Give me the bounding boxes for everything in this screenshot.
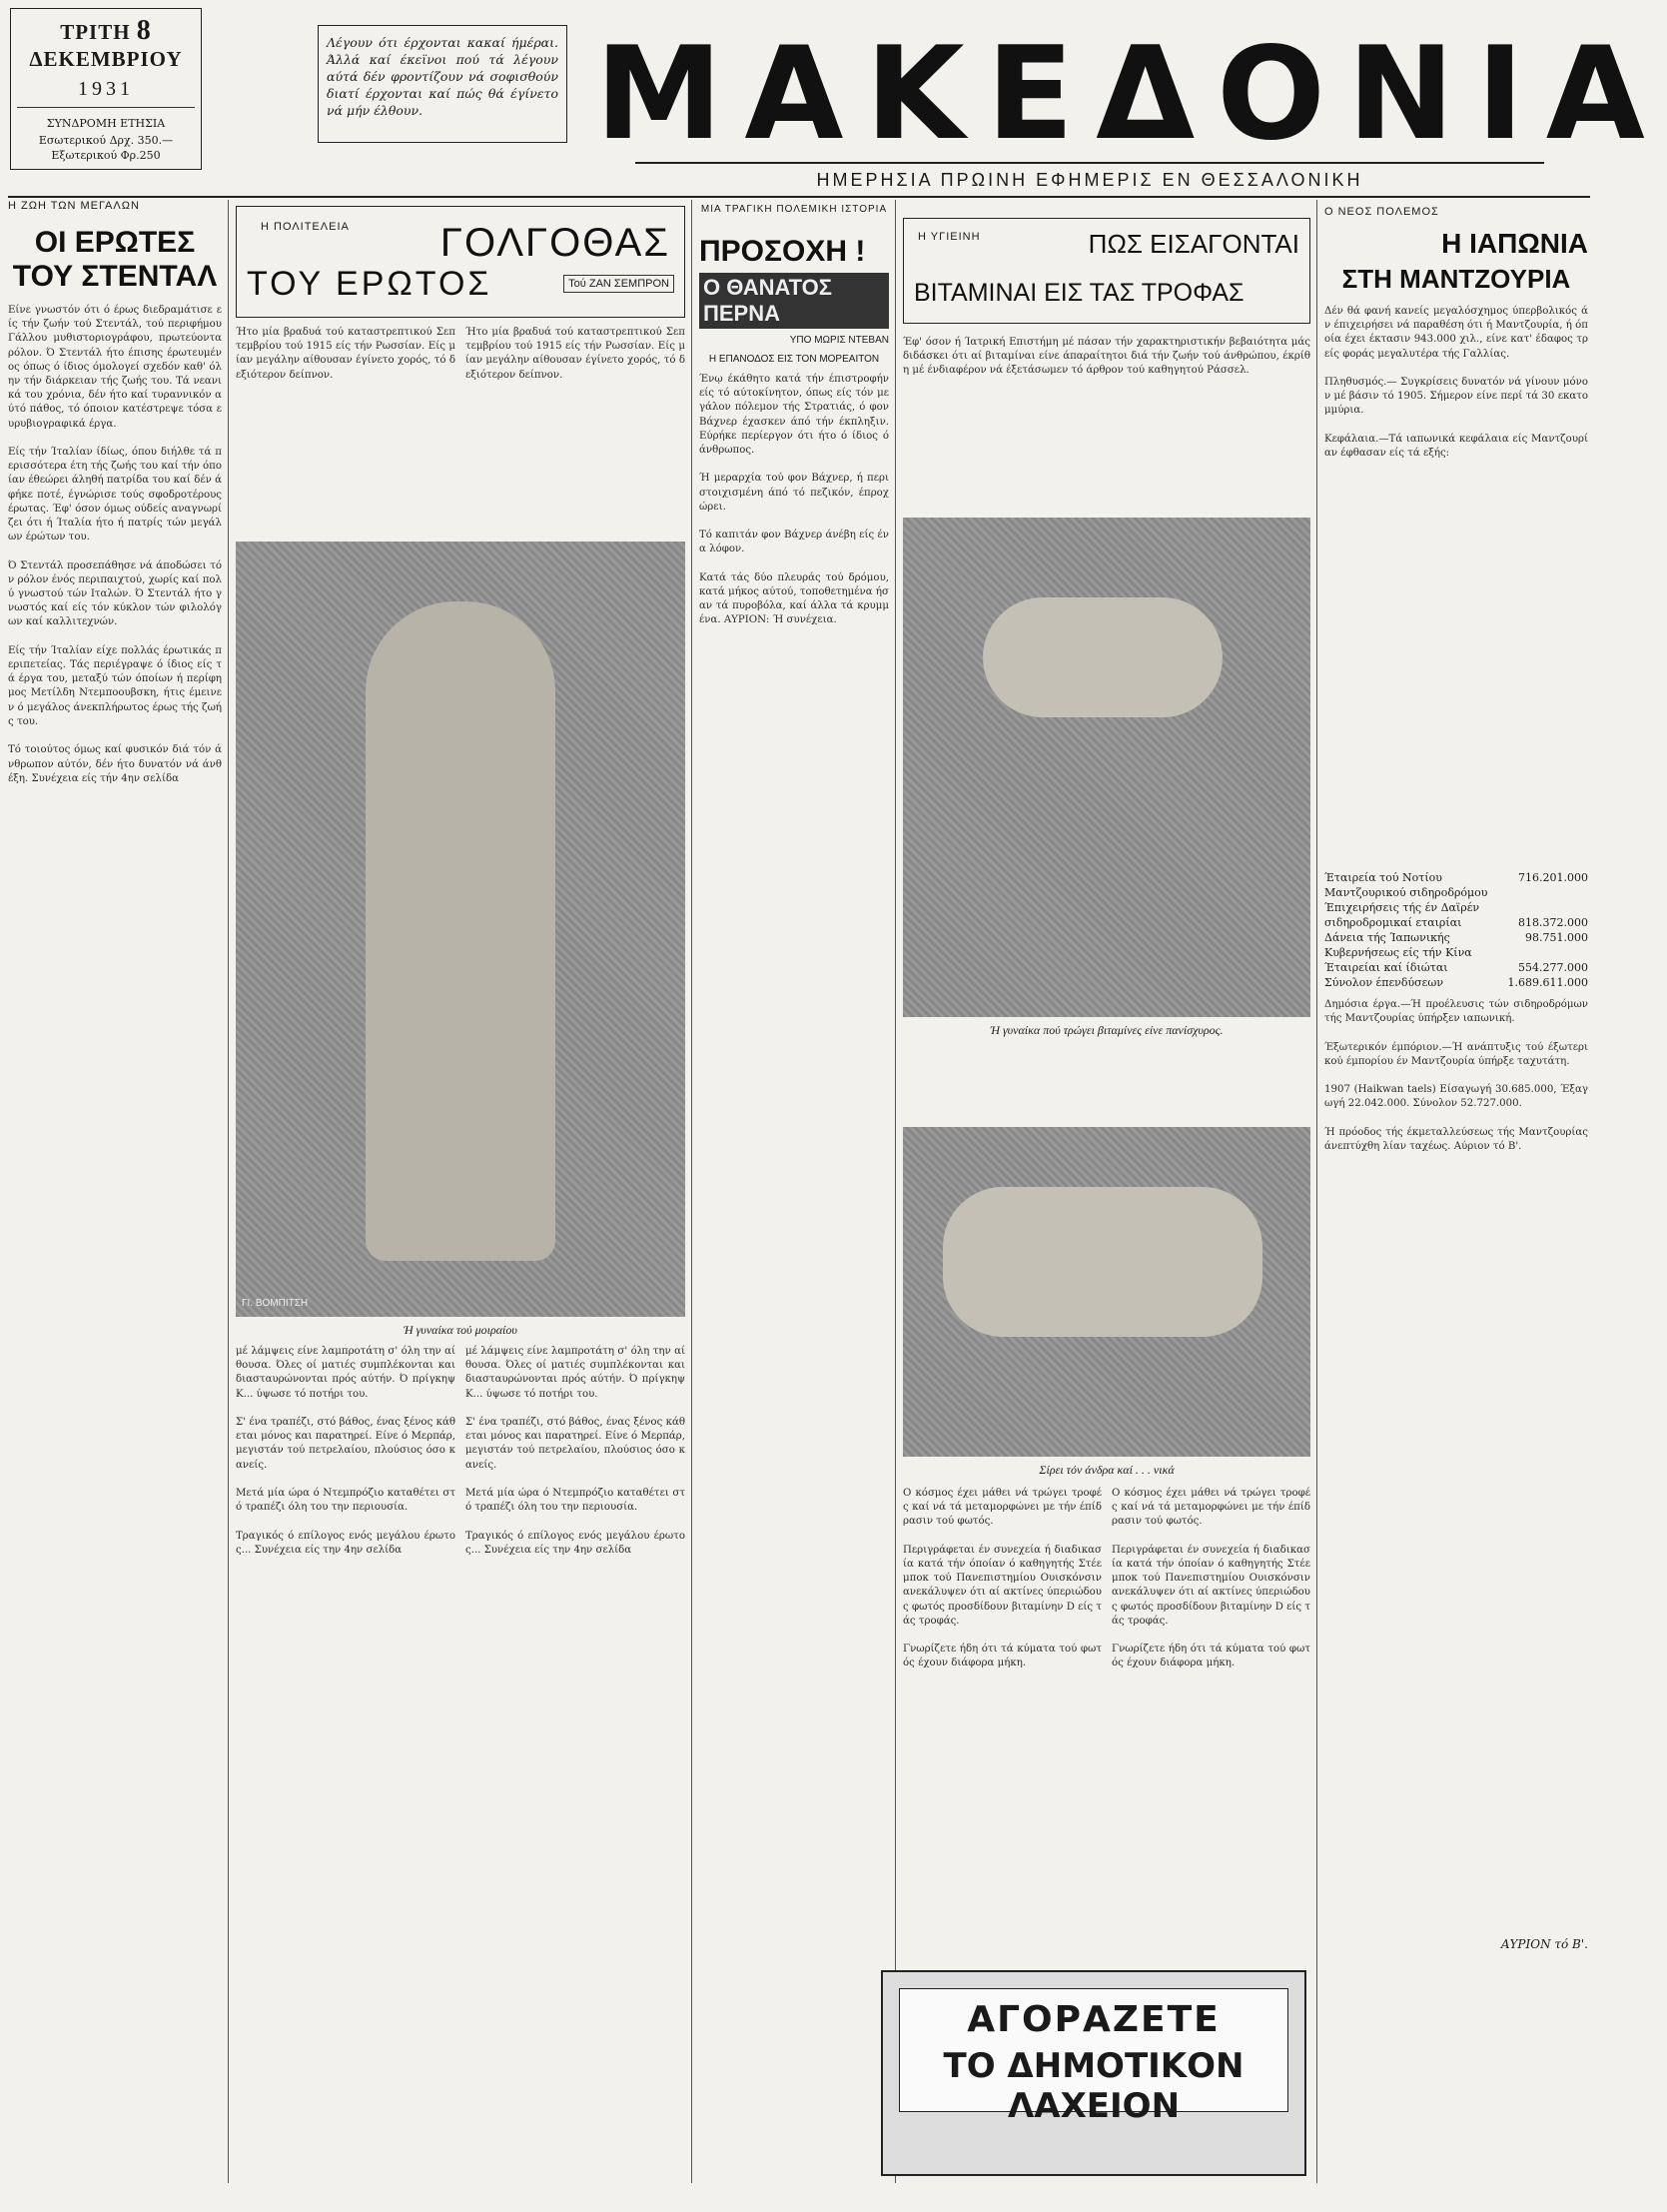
year: 1931	[78, 78, 134, 100]
closing-line: ΑΥΡΙΟΝ τό Β'.	[1500, 1937, 1588, 1951]
table-row	[1324, 915, 1588, 930]
newspaper-subtitle: ΗΜΕΡΗΣΙΑ ΠΡΩΙΝΗ ΕΦΗΜΕΡΙΣ ΕΝ ΘΕΣΣΑΛΟΝΙΚΗ	[816, 170, 1363, 190]
article-body-continued: Ο κόσμος έχει μάθει νά τρώγει τροφές καί νά τά μεταμορφώνει με τήν έπίδρασιν τού φωτός. Περιγράφεται έν συνεχεία ή διαδικασία κατά τήν όποίαν ό καθηγητής Στέεμποκ τού Πανεπιστημίου Ουισκόνσιν ανεκάλυψεν ότι αί ακτίνες ύπεριώδους φωτός προσδίδουν βιταμίνην D είς τάς τροφάς. Γνωρίζετε ήδη ότι τά κύματα τού φωτός έχουν διάφορα μήκη.	[1112, 1488, 1310, 1669]
table-row	[1324, 870, 1588, 900]
ad-line-1: ΑΓΟΡΑΖΕΤΕ	[967, 1999, 1221, 2040]
newspaper-title: ΜΑΚΕΔΟΝΙΑ	[595, 20, 1667, 169]
intro-text: Δέν θά φανή κανείς μεγαλόσχημος ύπερβολικός άν έπιχειρήσει νά παραθέση ότι ή Μαντζουρία, ή όποία έχει έκτασιν 943.000 χιλ., είνε κατ' έδαφος τρείς φοράς μεγαλυτέρα τής Γαλλίας. Πληθυσμός.— Συγκρίσεις δυνατόν νά γίνουν μόνον μέ βάσιν τό 1905. Σήμερον είνε περί τά 30 εκατομμύρια. Κεφάλαια.—Τά ιαπωνικά κεφάλαια είς Μαντζουρίαν έφθασαν είς τά εξής:	[1324, 306, 1588, 460]
table-row	[1324, 900, 1588, 915]
article-golgotha	[236, 206, 685, 1556]
byline: ΥΠΟ ΜΩΡΙΣ ΝΤΕΒΑΝ	[789, 335, 889, 346]
kicker: Η ΥΓΙΕΙΝΗ	[918, 231, 981, 243]
table-row	[1324, 960, 1588, 975]
headline-2: ΣΤΗ ΜΑΝΤΖΟΥΡΙΑ	[1341, 264, 1571, 294]
column-rule	[691, 200, 692, 2183]
intro-text: Έφ' όσον ή Ίατρική Επιστήμη μέ πάσαν τήν χαρακτηριστικήν βεβαιότητα μάς διδάσκει ότι αί βιταμίναι είνε άπαραίτητοι διά τήν ζωήν τού άνθρώπου, έκρίθη μέ ένδιαφέρον νά έξετάσωμεν τό άρθρον τού καθηγητού Ράσσελ.	[903, 337, 1314, 377]
article-body: Δημόσια έργα.—Ή προέλευσις τών σιδηροδρόμων τής Μαντζουρίας ύπήρξεν ιαπωνική. Έξωτερικόν έμπόριον.—Ή ανάπτυξις τού έξωτερικού έμπορίου έν Μαντζουρία ύπήρξε ταχυτάτη. 1907 (Haikwan taels) Είσαγωγή 30.685.000, Έξαγωγή 22.042.000. Σύνολον 52.727.000. Ή πρόοδος τής έκμεταλλεύσεως τής Μαντζουρίας άνεπτύχθη λίαν ταχέως. Αύριον τό Β'.	[1324, 999, 1588, 1153]
article-body: Είνε γνωστόν ότι ό έρως διεδραμάτισε είς τήν ζωήν τού Στεντάλ, τού περιφήμου Γάλλου μυθιστοριογράφου, πρωτεύοντα ρόλον. Ό Στεντάλ ήτο έπισης έρωτευμένος όπως ό ίδιος όμολογεί σχεδόν καθ' όλην τήν διάρκειαν τής ζωής του. Τά νεανικά του χρόνια, δέν ήτο καί τυραννικόν αύτό πάθος, τό όποιον κατέστρεψε τόσα ευρυβιογραφικά έργα. Είς τήν Ίταλίαν ίδίως, όπου διήλθε τά περισσότερα έτη τής ζωής του καί τήν όποίαν έθεώρει άληθή πατρίδα του καί δέν άφήκε ποτέ, έγνώρισε τούς σφοδροτέρους έρωτας. Έφ' όσον όμως ούδείς αναγνωρίζει ότι ή Ίταλία ήτο ή πατρίς τών μεγάλων έρώτων του. Ό Στεντάλ προσεπάθησε νά άποδώσει τόν ρόλον ένός περιπαιχτού, χωρίς καί πολύ γνωστού τών Ιταλών. Ό Στεντάλ ήτο γνωστός καί είς τόν κύκλον τών φιλολόγων καί καλλιτεχνών. Είς τήν Ίταλίαν είχε πολλάς έρωτικάς περιπετείας. Τάς περιέγραψε ό ίδιος είς τά έργα του, μεταξύ τών όποίων ή περίφημος Μετίλδη Ντεμποουβσκη, ήτις έμεινεν ό μεγάλος άνεκπλήρωτος έρως τής ζωής του. Τό τοιούτος όμως καί φυσικόν διά τόν άνθρωπον αύτόν, δέν ήτο δυνατόν νά άνθέξη. Συνέχεια είς τήν 4ην σελίδα	[8, 305, 222, 784]
article-body: Ένῳ έκάθητο κατά τήν έπιστροφήν είς τό αύτοκίνητον, όπως είς τόν μεγάλον πόλεμον τής Στρατιάς, ό φον Βάχνερ έχασκεν άπό τήν έκπληξιν. Εύρήκε περίεργον ότι ήτο ό ίδιος ό άνθρωπος. Ή μεραρχία τού φον Βάχνερ, ή περιστοιχισμένη άπό τό πεζικόν, έπροχώρει. Τό καπιτάν φον Βάχνερ άνέβη είς ένα λόφον. Κατά τάς δύο πλευράς τού δρόμου, κατά μήκος αύτού, τοποθετημένα ήσαν τά πυροβόλα, καί άλλα τά κρυμμένα. ΑΥΡΙΟΝ: Ή συνέχεια.	[699, 374, 889, 626]
ad-line-2: ΤΟ ΔΗΜΟΤΙΚΟΝ ΛΑΧΕΙΟΝ	[943, 2046, 1245, 2126]
month-name: ΔΕΚΕΜΒΡΙΟΥ	[29, 47, 183, 71]
headline-box	[903, 218, 1310, 324]
headline: ΟΙ ΕΡΩΤΕΣ ΤΟΥ ΣΤΕΝΤΑΛ	[12, 226, 218, 293]
article-vitamins	[903, 218, 1314, 1669]
column-rule	[228, 200, 229, 2183]
article-body-continued: μέ λάμψεις είνε λαμπροτάτη σ' όλη την αίθουσα. Όλες οί ματιές συμπλέκονται και διασταυρώνονται πρός αύτήν. Ό πρίγκηψ Κ... ύψωσε τό ποτήρι του. Σ' ένα τραπέζι, στό βάθος, ένας ξένος κάθεται μόνος και παρατηρεί. Είνε ό Μερπάρ, μεγιστάν τού πετρελαίου, πλούσιος όσο κανείς. Μετά μία ώρα ό Ντεμπρόζιο καταθέτει στό τραπέζι όλη του την περιουσία. Τραγικός ό επίλογος ενός μεγάλου έρωτος... Συνέχεια είς την 4ην σελίδα	[465, 1346, 685, 1556]
table-cell-label: Έταιρεία τού Νοτίου Μαντζουρικού σιδηροδρόμου	[1324, 871, 1488, 899]
photo-caption-2: Σίρει τόν άνδρα καί . . . νικά	[1039, 1463, 1175, 1477]
table-cell-label: Σύνολον έπενδύσεων	[1324, 976, 1444, 989]
day-number: 8	[136, 15, 152, 46]
article-japan	[1324, 206, 1588, 1951]
article-death-passes	[699, 204, 889, 2181]
table-cell-label: Έπιχειρήσεις τής έν Δαϊρέν	[1324, 901, 1480, 914]
kicker: ΜΙΑ ΤΡΑΓΙΚΗ ΠΟΛΕΜΙΚΗ ΙΣΤΟΡΙΑ	[700, 204, 888, 215]
photo-woman	[236, 542, 685, 1317]
date-line	[17, 15, 195, 72]
date-box	[10, 8, 202, 170]
intro-text: Ήτο μία βραδυά τού καταστρεπτικού Σεπτεμβρίου τού 1915 είς τήν Ρωσσίαν. Είς μίαν μεγάλην αίθουσαν έγίνετο χορός, τό δεξιότερον δείπνον.	[236, 327, 455, 381]
table-row	[1324, 975, 1588, 990]
photo-athletic-woman	[903, 518, 1310, 1017]
column-rule	[1316, 200, 1317, 2183]
headline-1: ΠΡΟΣΟΧΗ !	[699, 235, 866, 268]
headline-sub: ΤΟΥ ΕΡΩΤΟΣ	[247, 265, 492, 303]
table-cell-label: Δάνεια τής Ίαπωνικής Κυβερνήσεως είς τήν Κίνα	[1324, 931, 1472, 959]
figure-silhouette	[366, 601, 555, 1261]
photo-credit: ΓΙ. ΒΟΜΠΙΤΣΗ	[242, 1298, 309, 1309]
figure-silhouette	[943, 1187, 1262, 1337]
table-cell-value: 554.277.000	[1518, 961, 1588, 974]
headline-1: Η ΙΑΠΩΝΙΑ	[1441, 228, 1588, 259]
table-cell-label: σιδηροδρομικαί εταιρίαι	[1324, 916, 1462, 929]
intro-text-continued: Ήτο μία βραδυά τού καταστρεπτικού Σεπτεμβρίου τού 1915 είς τήν Ρωσσίαν. Είς μίαν μεγάλην αίθουσαν έγίνετο χορός, τό δεξιότερον δείπνον.	[465, 327, 685, 381]
table-cell-value: 716.201.000	[1518, 871, 1588, 884]
table-row	[1324, 930, 1588, 960]
table-cell-value: 98.751.000	[1525, 931, 1588, 944]
day-name: ΤΡΙΤΗ	[60, 20, 131, 44]
column-rule	[895, 200, 896, 2183]
headline-box	[236, 206, 685, 318]
headline-2: ΒΙΤΑΜΙΝΑΙ ΕΙΣ ΤΑΣ ΤΡΟΦΑΣ	[914, 279, 1245, 307]
masthead-divider	[8, 196, 1590, 198]
lottery-advertisement	[881, 1970, 1306, 2176]
kicker: Ο ΝΕΟΣ ΠΟΛΕΜΟΣ	[1324, 206, 1439, 218]
investment-table	[1324, 870, 1588, 990]
headline-main: ΓΟΛΓΟΘΑΣ	[439, 221, 670, 265]
section-title: Η ΕΠΑΝΟΔΟΣ ΕΙΣ ΤΟΝ ΜΟΡΕΑΙΤΟΝ	[708, 354, 880, 365]
quote-box: Λέγουν ότι έρχονται κακαί ήμέραι. Άλλά καί έκεϊνοι πού τά λέγουν αύτά δέν φροντίζουν νά σοφισθούν διατί έρχονται καί πώς θά έγίνετο νά μήν έλθουν.	[318, 25, 567, 143]
byline: Τού ΖΑΝ ΣΕΜΠΡΟΝ	[563, 275, 674, 293]
table-cell-value: 1.689.611.000	[1507, 976, 1588, 989]
headline-2: Ο ΘΑΝΑΤΟΣ ΠΕΡΝΑ	[699, 273, 889, 329]
photo-caption-1: Ή γυναίκα πού τρώγει βιταμίνες είνε πανίσχυρος.	[990, 1023, 1224, 1037]
article-body: Ο κόσμος έχει μάθει νά τρώγει τροφές καί νά τά μεταμορφώνει με τήν έπίδρασιν τού φωτός. Περιγράφεται έν συνεχεία ή διαδικασία κατά τήν όποίαν ό καθηγητής Στέεμποκ τού Πανεπιστημίου Ουισκόνσιν ανεκάλυψεν ότι αί ακτίνες ύπεριώδους φωτός προσδίδουν βιταμίνην D είς τάς τροφάς. Γνωρίζετε ήδη ότι τά κύματα τού φωτός έχουν διάφορα μήκη.	[903, 1488, 1102, 1669]
masthead	[595, 20, 1667, 190]
table-cell-value: 818.372.000	[1518, 916, 1588, 929]
article-stendhal	[8, 200, 222, 2212]
subscription-rates: Εσωτερικού Δρχ. 350.—Εξωτερικού Φρ.250	[38, 134, 174, 162]
article-body: μέ λάμψεις είνε λαμπροτάτη σ' όλη την αίθουσα. Όλες οί ματιές συμπλέκονται και διασταυρώνονται πρός αύτήν. Ό πρίγκηψ Κ... ύψωσε τό ποτήρι του. Σ' ένα τραπέζι, στό βάθος, ένας ξένος κάθεται μόνος και παρατηρεί. Είνε ό Μερπάρ, μεγιστάν τού πετρελαίου, πλούσιος όσο κανείς. Μετά μία ώρα ό Ντεμπρόζιο καταθέτει στό τραπέζι όλη του την περιουσία. Τραγικός ό επίλογος ενός μεγάλου έρωτος... Συνέχεια είς την 4ην σελίδα	[236, 1346, 455, 1556]
table-cell-label: Έταιρείαι καί ίδιώται	[1324, 961, 1448, 974]
figure-silhouette	[983, 597, 1223, 717]
photo-caption: Ή γυναίκα τού μοιραίου	[404, 1323, 517, 1337]
headline-1: ΠΩΣ ΕΙΣΑΓΟΝΤΑΙ	[1088, 229, 1299, 259]
photo-woman-pulling-man	[903, 1127, 1310, 1457]
subscription-label: ΣΥΝΔΡΟΜΗ ΕΤΗΣΙΑ	[46, 117, 166, 130]
kicker: Η ΠΟΛΙΤΕΛΕΙΑ	[261, 221, 350, 233]
kicker: Η ΖΩΗ ΤΩΝ ΜΕΓΑΛΩΝ	[8, 200, 140, 212]
